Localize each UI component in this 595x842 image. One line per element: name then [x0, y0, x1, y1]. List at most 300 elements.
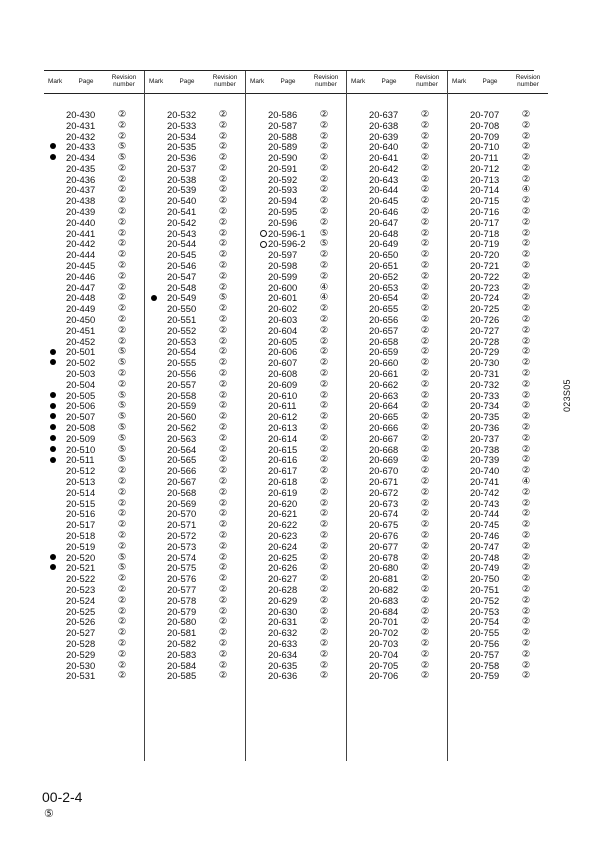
page-cell: 20-584	[167, 659, 197, 671]
table-row	[347, 379, 447, 390]
table-row	[448, 249, 548, 260]
table-row	[448, 357, 548, 368]
revision-cell: ②	[521, 605, 531, 617]
mark-cell	[145, 606, 167, 617]
revision-column	[145, 71, 246, 761]
mark-cell	[145, 465, 167, 476]
revision-column	[448, 71, 548, 761]
table-row	[448, 109, 548, 120]
mark-cell	[448, 616, 470, 627]
page-cell: 20-574	[167, 551, 197, 563]
page-cell: 20-759	[470, 670, 500, 682]
table-row	[246, 347, 346, 358]
revision-cell: ②	[117, 486, 127, 498]
revision-cell: ⑤	[117, 152, 127, 164]
page-cell: 20-729	[470, 346, 500, 358]
table-row	[145, 401, 245, 412]
page-cell: 20-639	[369, 130, 399, 142]
table-row	[347, 152, 447, 163]
page-cell: 20-450	[66, 314, 96, 326]
mark-cell	[44, 519, 66, 530]
revision-cell: ④	[521, 476, 531, 487]
page-cell: 20-449	[66, 303, 96, 315]
mark-cell	[347, 519, 369, 530]
revision-cell: ②	[319, 529, 329, 541]
header-page: Page	[179, 77, 195, 85]
table-row	[347, 498, 447, 509]
table-row	[246, 422, 346, 433]
mark-cell	[246, 120, 268, 131]
mark-cell	[145, 314, 167, 325]
mark-cell	[44, 616, 66, 627]
table-row	[448, 573, 548, 584]
table-row	[347, 649, 447, 660]
page-cell: 20-626	[268, 562, 298, 574]
mark-cell	[347, 217, 369, 228]
table-row	[44, 293, 144, 304]
page-cell: 20-744	[470, 508, 500, 520]
table-row	[347, 627, 447, 638]
revision-cell: ②	[218, 335, 228, 347]
revision-cell: ②	[319, 346, 329, 358]
mark-cell	[448, 131, 470, 142]
revision-cell: ②	[521, 389, 531, 401]
page-cell: 20-527	[66, 627, 96, 639]
revision-cell: ②	[521, 670, 531, 682]
revision-cell: ②	[319, 152, 329, 164]
table-row	[246, 519, 346, 530]
table-row	[145, 336, 245, 347]
revision-column	[347, 71, 448, 761]
page-cell: 20-579	[167, 605, 197, 617]
revision-cell: ②	[319, 486, 329, 498]
page-cell: 20-594	[268, 195, 298, 207]
mark-cell	[448, 562, 470, 573]
mark-cell	[44, 249, 66, 260]
table-row	[145, 530, 245, 541]
table-row	[246, 606, 346, 617]
table-row	[145, 293, 245, 304]
table-row	[347, 336, 447, 347]
page-cell: 20-726	[470, 314, 500, 326]
revision-cell: ②	[521, 508, 531, 520]
mark-cell	[448, 508, 470, 519]
mark-cell	[448, 455, 470, 466]
revision-cell: ②	[319, 324, 329, 336]
table-row	[347, 185, 447, 196]
table-row	[145, 606, 245, 617]
mark-cell	[246, 390, 268, 401]
revision-cell: ②	[319, 605, 329, 617]
mark-cell	[44, 401, 66, 412]
mark-cell	[448, 109, 470, 120]
mark-cell	[145, 163, 167, 174]
page-cell: 20-606	[268, 346, 298, 358]
mark-cell	[347, 433, 369, 444]
page-cell: 20-539	[167, 184, 197, 196]
table-row	[246, 390, 346, 401]
mark-cell	[44, 552, 66, 563]
revision-cell: ②	[218, 573, 228, 585]
table-row	[145, 163, 245, 174]
mark-cell	[347, 390, 369, 401]
mark-cell	[448, 422, 470, 433]
page-cell: 20-537	[167, 162, 197, 174]
page-cell: 20-568	[167, 486, 197, 498]
table-row	[448, 390, 548, 401]
mark-cell	[44, 303, 66, 314]
mark-cell	[347, 260, 369, 271]
mark-cell	[246, 562, 268, 573]
revision-cell: ②	[117, 616, 127, 628]
table-row	[246, 498, 346, 509]
table-row	[44, 141, 144, 152]
mark-cell	[448, 606, 470, 617]
page-cell: 20-525	[66, 605, 96, 617]
revision-cell: ②	[319, 422, 329, 434]
page-cell: 20-526	[66, 616, 96, 628]
revision-cell: ②	[117, 281, 127, 293]
table-row	[448, 303, 548, 314]
revision-cell: ②	[117, 216, 127, 228]
table-row	[448, 163, 548, 174]
page-cell: 20-547	[167, 270, 197, 282]
mark-cell	[347, 195, 369, 206]
table-row	[145, 152, 245, 163]
header-mark: Mark	[250, 77, 265, 85]
table-row	[448, 293, 548, 304]
page-cell: 20-519	[66, 540, 96, 552]
table-row	[347, 163, 447, 174]
header-revision: Revision number	[515, 74, 541, 88]
column-rows	[145, 109, 245, 681]
page-cell: 20-684	[369, 605, 399, 617]
table-row	[246, 552, 346, 563]
table-row	[448, 498, 548, 509]
mark-cell	[44, 508, 66, 519]
revision-cell: ②	[218, 616, 228, 628]
header-page: Page	[482, 77, 498, 85]
revision-cell: ②	[521, 454, 531, 466]
mark-cell	[448, 141, 470, 152]
table-row	[347, 195, 447, 206]
revision-cell: ②	[521, 216, 531, 228]
mark-cell	[347, 444, 369, 455]
page-cell: 20-621	[268, 508, 298, 520]
mark-cell	[347, 616, 369, 627]
revision-cell: ②	[319, 400, 329, 412]
mark-cell	[246, 465, 268, 476]
mark-cell	[347, 228, 369, 239]
revision-cell: ②	[117, 324, 127, 336]
table-row	[44, 347, 144, 358]
mark-cell	[448, 530, 470, 541]
table-row	[448, 260, 548, 271]
table-row	[347, 487, 447, 498]
revision-cell: ②	[319, 119, 329, 131]
table-row	[44, 670, 144, 681]
table-row	[448, 552, 548, 563]
table-row	[44, 606, 144, 617]
mark-cell	[145, 562, 167, 573]
table-row	[145, 174, 245, 185]
page-cell: 20-747	[470, 540, 500, 552]
mark-cell	[448, 584, 470, 595]
table-row	[246, 163, 346, 174]
table-row	[448, 444, 548, 455]
revision-cell: ②	[521, 152, 531, 164]
revision-cell: ②	[420, 573, 430, 585]
mark-cell	[347, 271, 369, 282]
mark-cell	[347, 649, 369, 660]
page-cell: 20-716	[470, 206, 500, 218]
revision-cell: ②	[420, 141, 430, 153]
revision-cell: ②	[218, 670, 228, 682]
revision-cell: ②	[420, 627, 430, 639]
table-row	[145, 638, 245, 649]
page-cell: 20-551	[167, 314, 197, 326]
page-cell: 20-703	[369, 637, 399, 649]
table-row	[347, 239, 447, 250]
page-cell: 20-610	[268, 389, 298, 401]
header-revision: Revision number	[111, 74, 137, 88]
page-cell: 20-662	[369, 378, 399, 390]
page-cell: 20-555	[167, 357, 197, 369]
mark-cell	[145, 455, 167, 466]
table-row	[246, 616, 346, 627]
mark-cell	[145, 357, 167, 368]
table-row	[44, 185, 144, 196]
mark-cell	[145, 444, 167, 455]
page-cell: 20-618	[268, 476, 298, 487]
mark-cell	[44, 606, 66, 617]
page-cell: 20-614	[268, 432, 298, 444]
page-cell: 20-719	[470, 238, 500, 250]
page-cell: 20-709	[470, 130, 500, 142]
table-row	[145, 368, 245, 379]
mark-cell	[347, 239, 369, 250]
revision-cell: ②	[521, 637, 531, 649]
page-cell: 20-502	[66, 357, 96, 369]
page-revision: ⑤	[44, 808, 54, 820]
revision-cell: ②	[420, 260, 430, 272]
revision-cell: ②	[117, 627, 127, 639]
revision-cell: ⑤	[117, 141, 127, 153]
mark-cell	[448, 433, 470, 444]
table-row	[145, 649, 245, 660]
page-cell: 20-756	[470, 637, 500, 649]
page-cell: 20-515	[66, 497, 96, 509]
mark-cell	[145, 141, 167, 152]
table-row	[448, 530, 548, 541]
page-cell: 20-513	[66, 476, 96, 487]
table-row	[347, 325, 447, 336]
table-row	[246, 195, 346, 206]
mark-cell	[448, 573, 470, 584]
mark-cell	[44, 541, 66, 552]
table-row	[347, 476, 447, 487]
table-row	[448, 368, 548, 379]
table-row	[347, 670, 447, 681]
revision-cell: ②	[420, 443, 430, 455]
mark-cell	[44, 195, 66, 206]
page-cell: 20-581	[167, 627, 197, 639]
table-row	[145, 584, 245, 595]
revision-cell: ②	[420, 670, 430, 682]
revision-cell: ②	[319, 162, 329, 174]
mark-cell	[448, 271, 470, 282]
table-row	[448, 379, 548, 390]
revision-cell: ②	[218, 432, 228, 444]
table-row	[448, 185, 548, 196]
revision-cell: ②	[420, 303, 430, 315]
mark-cell	[145, 627, 167, 638]
page-cell: 20-535	[167, 141, 197, 153]
revision-cell: ②	[420, 216, 430, 228]
mark-cell	[145, 390, 167, 401]
mark-cell	[448, 282, 470, 293]
mark-cell	[246, 552, 268, 563]
revision-cell: ②	[521, 562, 531, 574]
revision-cell: ②	[420, 540, 430, 552]
revision-cell: ②	[319, 562, 329, 574]
table-row	[44, 627, 144, 638]
revision-cell: ②	[319, 670, 329, 682]
page-cell: 20-560	[167, 411, 197, 423]
mark-cell	[246, 141, 268, 152]
table-row	[246, 325, 346, 336]
header-revision: Revision number	[313, 74, 339, 88]
table-row	[347, 573, 447, 584]
page-cell: 20-521	[66, 562, 96, 574]
mark-cell	[246, 606, 268, 617]
table-row	[246, 487, 346, 498]
table-row	[145, 476, 245, 487]
table-row	[448, 239, 548, 250]
table-row	[347, 174, 447, 185]
revision-cell: ②	[319, 476, 329, 487]
table-row	[44, 239, 144, 250]
table-row	[347, 519, 447, 530]
table-row	[44, 584, 144, 595]
page-cell: 20-627	[268, 573, 298, 585]
mark-cell	[246, 131, 268, 142]
table-row	[347, 455, 447, 466]
revision-cell: ②	[319, 465, 329, 477]
mark-cell	[145, 249, 167, 260]
table-row	[448, 595, 548, 606]
table-row	[44, 444, 144, 455]
mark-cell	[44, 660, 66, 671]
mark-cell	[347, 660, 369, 671]
mark-cell	[246, 303, 268, 314]
revision-cell: ②	[420, 368, 430, 380]
mark-cell	[347, 498, 369, 509]
page-cell: 20-711	[470, 152, 499, 164]
table-row	[448, 282, 548, 293]
table-row	[44, 530, 144, 541]
page-cell: 20-710	[470, 141, 500, 153]
header-page: Page	[280, 77, 296, 85]
page-cell: 20-522	[66, 573, 96, 585]
table-row	[145, 239, 245, 250]
table-row	[347, 530, 447, 541]
revision-cell: ②	[117, 637, 127, 649]
revision-cell: ②	[218, 551, 228, 563]
page-cell: 20-667	[369, 432, 399, 444]
mark-cell	[448, 519, 470, 530]
page-cell: 20-739	[470, 454, 500, 466]
page-cell: 20-734	[470, 400, 500, 412]
mark-cell	[44, 390, 66, 401]
table-row	[448, 627, 548, 638]
mark-cell	[246, 649, 268, 660]
page-cell: 20-569	[167, 497, 197, 509]
mark-cell	[448, 163, 470, 174]
table-row	[145, 228, 245, 239]
page-cell: 20-636	[268, 670, 298, 682]
revision-cell: ②	[218, 476, 228, 487]
page-cell: 20-533	[167, 119, 197, 131]
mark-cell	[347, 249, 369, 260]
mark-cell	[347, 584, 369, 595]
mark-cell	[347, 206, 369, 217]
table-row	[448, 131, 548, 142]
page-cell: 20-612	[268, 411, 298, 423]
revision-cell: ②	[521, 260, 531, 272]
revision-cell: ②	[521, 443, 531, 455]
revision-cell: ②	[420, 476, 430, 487]
revision-cell: ②	[319, 314, 329, 326]
page-cell: 20-552	[167, 324, 197, 336]
page-cell: 20-599	[268, 270, 298, 282]
mark-cell	[44, 152, 66, 163]
revision-cell: ②	[218, 281, 228, 293]
revision-cell: ②	[521, 411, 531, 423]
table-row	[246, 249, 346, 260]
mark-cell	[448, 347, 470, 358]
revision-cell: ②	[521, 141, 531, 153]
revision-cell: ②	[319, 648, 329, 660]
revision-cell: ②	[218, 659, 228, 671]
column-header	[448, 71, 548, 94]
revision-cell: ②	[218, 648, 228, 660]
page-cell: 20-623	[268, 529, 298, 541]
mark-cell	[44, 379, 66, 390]
table-row	[246, 638, 346, 649]
revision-cell: ②	[521, 378, 531, 390]
revision-cell: ②	[521, 119, 531, 131]
revision-cell: ②	[117, 605, 127, 617]
revision-cell: ②	[521, 616, 531, 628]
mark-cell	[448, 357, 470, 368]
revision-cell: ②	[117, 249, 127, 261]
mark-cell	[347, 325, 369, 336]
revision-cell: ②	[218, 400, 228, 412]
page-cell: 20-563	[167, 432, 197, 444]
revision-cell: ⑤	[319, 227, 329, 239]
table-row	[246, 401, 346, 412]
revision-cell: ②	[218, 605, 228, 617]
revision-cell: ②	[218, 119, 228, 131]
mark-cell	[347, 152, 369, 163]
mark-cell	[448, 379, 470, 390]
revision-cell: ②	[117, 659, 127, 671]
page-cell: 20-532	[167, 108, 197, 120]
table-row	[44, 422, 144, 433]
table-row	[246, 562, 346, 573]
table-row	[44, 152, 144, 163]
